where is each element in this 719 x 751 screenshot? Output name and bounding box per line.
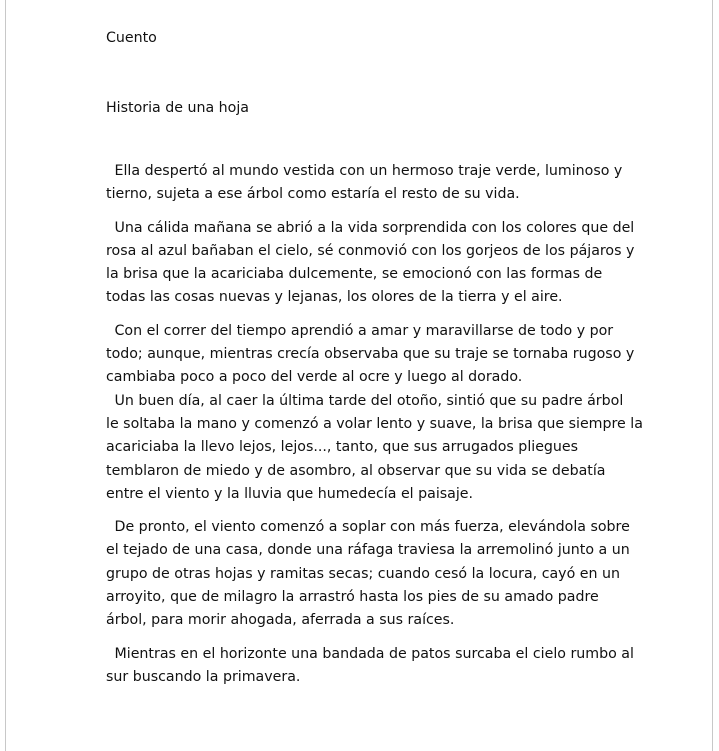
paragraph-line: tierno, sujeta a ese árbol como estaría el resto de su vida. (106, 186, 520, 203)
document-content (106, 28, 643, 689)
paragraph-line: grupo de otras hojas y ramitas secas; cuando cesó la locura, cayó en un (106, 565, 620, 582)
document-page (5, 0, 713, 751)
paragraph-4 (106, 390, 643, 506)
document-title: Historia de una hoja (106, 100, 249, 116)
paragraph-6 (106, 643, 634, 690)
paragraph-1 (106, 160, 623, 207)
paragraph-line: árbol, para morir ahogada, aferrada a sus raíces. (106, 612, 455, 629)
paragraph-line: el tejado de una casa, donde una ráfaga traviesa la arremolinó junto a un (106, 542, 630, 559)
paragraph-line: cambiaba poco a poco del verde al ocre y luego al dorado. (106, 369, 523, 386)
paragraph-2 (106, 217, 635, 310)
paragraph-line: todas las cosas nuevas y lejanas, los olores de la tierra y el aire. (106, 289, 563, 306)
story-body (106, 160, 643, 689)
paragraph-line: acariciaba la llevo lejos, lejos..., tanto, que sus arrugados pliegues (106, 439, 579, 456)
paragraph-line: le soltaba la mano y comenzó a volar lento y suave, la brisa que siempre la (106, 415, 643, 432)
paragraph-line: Un buen día, al caer la última tarde del otoño, sintió que su padre árbol (114, 392, 624, 409)
paragraph-3 (106, 320, 635, 390)
paragraph-5 (106, 516, 630, 632)
paragraph-line: Una cálida mañana se abrió a la vida sorprendida con los colores que del (114, 219, 635, 236)
paragraph-line: sur buscando la primavera. (106, 668, 301, 685)
paragraph-line: temblaron de miedo y de asombro, al observar que su vida se debatía (106, 462, 606, 479)
paragraph-line: todo; aunque, mientras crecía observaba que su traje se tornaba rugoso y (106, 346, 635, 363)
paragraph-line: entre el viento y la lluvia que humedecía el paisaje. (106, 485, 474, 502)
paragraph-line: la brisa que la acariciaba dulcemente, se emocionó con las formas de (106, 266, 603, 283)
paragraph-line: Mientras en el horizonte una bandada de patos surcaba el cielo rumbo al (114, 645, 634, 662)
document-genre: Cuento (106, 30, 157, 46)
paragraph-line: Ella despertó al mundo vestida con un hermoso traje verde, luminoso y (114, 163, 623, 179)
paragraph-line: rosa al azul bañaban el cielo, sé conmovió con los gorjeos de los pájaros y (106, 242, 635, 259)
paragraph-line: De pronto, el viento comenzó a soplar con más fuerza, elevándola sobre (114, 519, 630, 536)
paragraph-line: Con el correr del tiempo aprendió a amar y maravillarse de todo y por (114, 322, 614, 339)
paragraph-line: arroyito, que de milagro la arrastró hasta los pies de su amado padre (106, 589, 599, 606)
